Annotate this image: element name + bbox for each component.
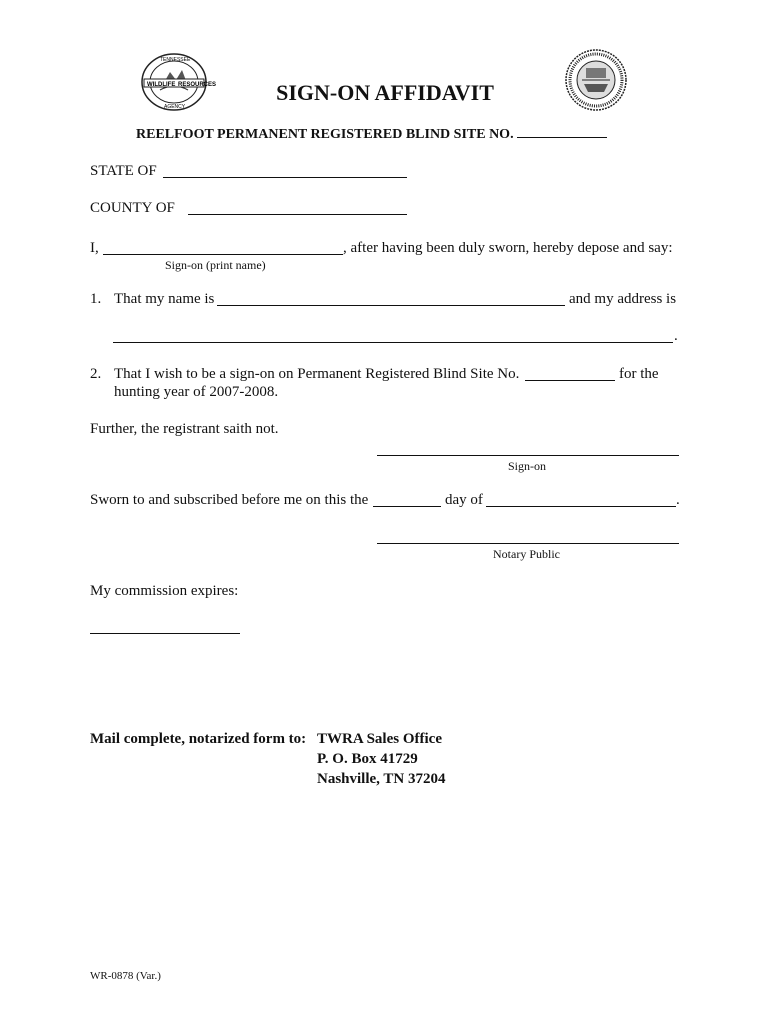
state-label: STATE OF <box>90 163 157 179</box>
commission-label: My commission expires: <box>90 583 239 599</box>
item-2-text: That I wish to be a sign-on on Permanent Registered Blind Site No. <box>114 366 520 382</box>
seal-left-text: WILDLIFE <box>147 82 176 88</box>
county-line <box>90 200 175 217</box>
sworn-middle: day of <box>445 492 483 508</box>
page-title: SIGN-ON AFFIDAVIT <box>276 80 494 105</box>
item-1-number: 1. <box>90 291 102 307</box>
deponent-prefix: I, <box>90 240 99 256</box>
commission-date-field[interactable] <box>90 633 240 634</box>
signon-caption: Sign-on <box>508 459 547 473</box>
blind-site-heading-text: REELFOOT PERMANENT REGISTERED BLIND SITE NO. <box>136 127 514 142</box>
item-1-text: That my name is <box>114 291 215 307</box>
blind-site-heading <box>136 124 607 143</box>
item-2-text-after: for the <box>619 366 659 382</box>
sworn-day-field[interactable] <box>373 506 441 507</box>
seal-bottom-text: AGENCY <box>164 104 186 110</box>
address-field[interactable] <box>113 342 673 343</box>
mail-address-line-1: TWRA Sales Office <box>317 731 442 747</box>
address-end: . <box>674 328 678 344</box>
notary-caption: Notary Public <box>493 547 560 561</box>
blind-site-no-field[interactable] <box>525 380 615 381</box>
name-field[interactable] <box>217 305 565 306</box>
further-statement: Further, the registrant saith not. <box>90 421 279 437</box>
blind-site-number-field[interactable] <box>517 124 607 138</box>
sworn-end: . <box>676 492 680 508</box>
state-field[interactable] <box>163 177 407 178</box>
county-field[interactable] <box>188 214 407 215</box>
sworn-month-field[interactable] <box>486 506 676 507</box>
mail-address-line-3: Nashville, TN 37204 <box>317 771 446 787</box>
seal-top-text: TENNESSEE <box>160 57 191 63</box>
state-line <box>90 163 157 180</box>
seal-right-text: RESOURCES <box>178 82 217 88</box>
mail-label: Mail complete, notarized form to: <box>90 731 307 747</box>
deponent-statement: , after having been duly sworn, hereby depose and say: <box>343 240 673 256</box>
item-2-continuation: hunting year of 2007-2008. <box>114 384 279 400</box>
county-label: COUNTY OF <box>90 200 175 216</box>
sworn-prefix: Sworn to and subscribed before me on this the <box>90 492 369 508</box>
notary-signature-field[interactable] <box>377 543 679 544</box>
signon-signature-field[interactable] <box>377 455 679 456</box>
deponent-name-field[interactable] <box>103 254 343 255</box>
form-id: WR-0878 (Var.) <box>90 970 161 982</box>
item-1-text-after: and my address is <box>569 291 677 307</box>
deponent-caption: Sign-on (print name) <box>165 258 266 272</box>
mail-address-line-2: P. O. Box 41729 <box>317 751 418 767</box>
item-2-number: 2. <box>90 366 102 382</box>
